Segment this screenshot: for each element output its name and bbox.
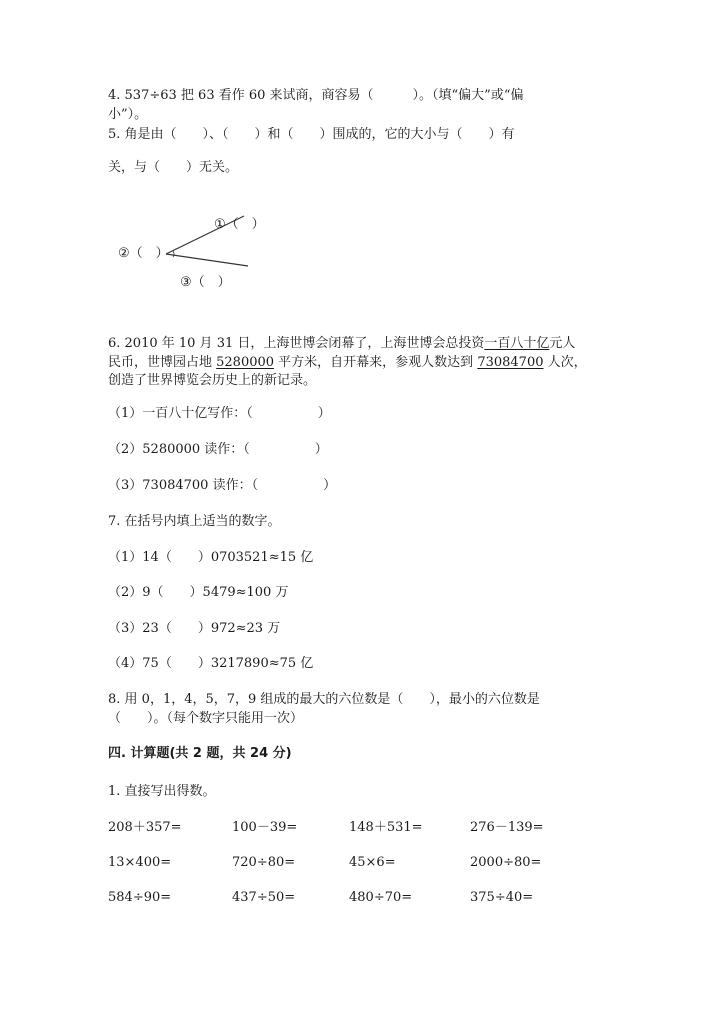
- q6-underlined-visitors: 73084700: [477, 355, 544, 370]
- q6-underlined-area: 5280000: [216, 355, 275, 370]
- q6-sub1: （1）一百八十亿写作：（ ）: [108, 406, 331, 421]
- q6-line3: 创造了世界博览会历史上的新记录。: [108, 373, 317, 388]
- angle-label-vertex: ②（ ）: [118, 246, 169, 261]
- calc-item: 276－139=: [470, 820, 544, 835]
- q6-line1: 6. 2010 年 10 月 31 日，上海世博会闭幕了，上海世博会总投资一百八十亿元人: [108, 336, 576, 351]
- calc-item: 100－39=: [232, 820, 298, 835]
- q5-line1: 5. 角是由（ ）、（ ）和（ ）围成的，它的大小与（ ）有: [108, 127, 515, 142]
- q7-item-4: （4）75（ ）3217890≈75 亿: [108, 656, 314, 671]
- calc-item: 375÷40=: [470, 890, 534, 905]
- angle-arc: [173, 251, 174, 257]
- angle-label-side2: ③（ ）: [180, 275, 231, 290]
- calc-item: 148＋531=: [349, 820, 423, 835]
- q5-line2: 关，与（ ）无关。: [108, 160, 239, 175]
- q6-line2: 民币，世博园占地 5280000 平方米，自开幕来，参观人数达到 73084700 人次，: [108, 355, 587, 370]
- q4-line1: 4. 537÷63 把 63 看作 60 来试商，商容易（ ）。（填“偏大”或“偏: [108, 88, 524, 103]
- calc-item: 2000÷80=: [470, 855, 542, 870]
- calc-item: 720÷80=: [232, 855, 296, 870]
- q4-line2: 小”）。: [108, 107, 148, 122]
- q6-sub3: （3）73084700 读作：（ ）: [108, 478, 337, 493]
- calc-item: 584÷90=: [108, 890, 172, 905]
- q8-line1: 8. 用 0，1，4，5，7，9 组成的最大的六位数是（ ），最小的六位数是: [108, 692, 540, 707]
- q7-title: 7. 在括号内填上适当的数字。: [108, 514, 281, 529]
- q8-line2: （ ）。（每个数字只能用一次）: [108, 711, 304, 726]
- q7-item-1: （1）14（ ）0703521≈15 亿: [108, 550, 314, 565]
- angle-label-side1: ①（ ）: [214, 217, 265, 232]
- calc-item: 437÷50=: [232, 890, 296, 905]
- calc-item: 208＋357=: [108, 820, 182, 835]
- angle-ray-lower: [166, 254, 248, 266]
- q7-item-2: （2）9（ ）5479≈100 万: [108, 585, 289, 600]
- calc-item: 45×6=: [349, 855, 396, 870]
- section4-heading: 四. 计算题(共 2 题，共 24 分): [108, 746, 292, 761]
- q6-sub2: （2）5280000 读作：（ ）: [108, 442, 328, 457]
- section4-q1-title: 1. 直接写出得数。: [108, 784, 216, 799]
- calc-item: 13×400=: [108, 855, 172, 870]
- q7-item-3: （3）23（ ）972≈23 万: [108, 621, 281, 636]
- calc-item: 480÷70=: [349, 890, 413, 905]
- q6-underlined-investment: 一百八十亿: [484, 336, 550, 351]
